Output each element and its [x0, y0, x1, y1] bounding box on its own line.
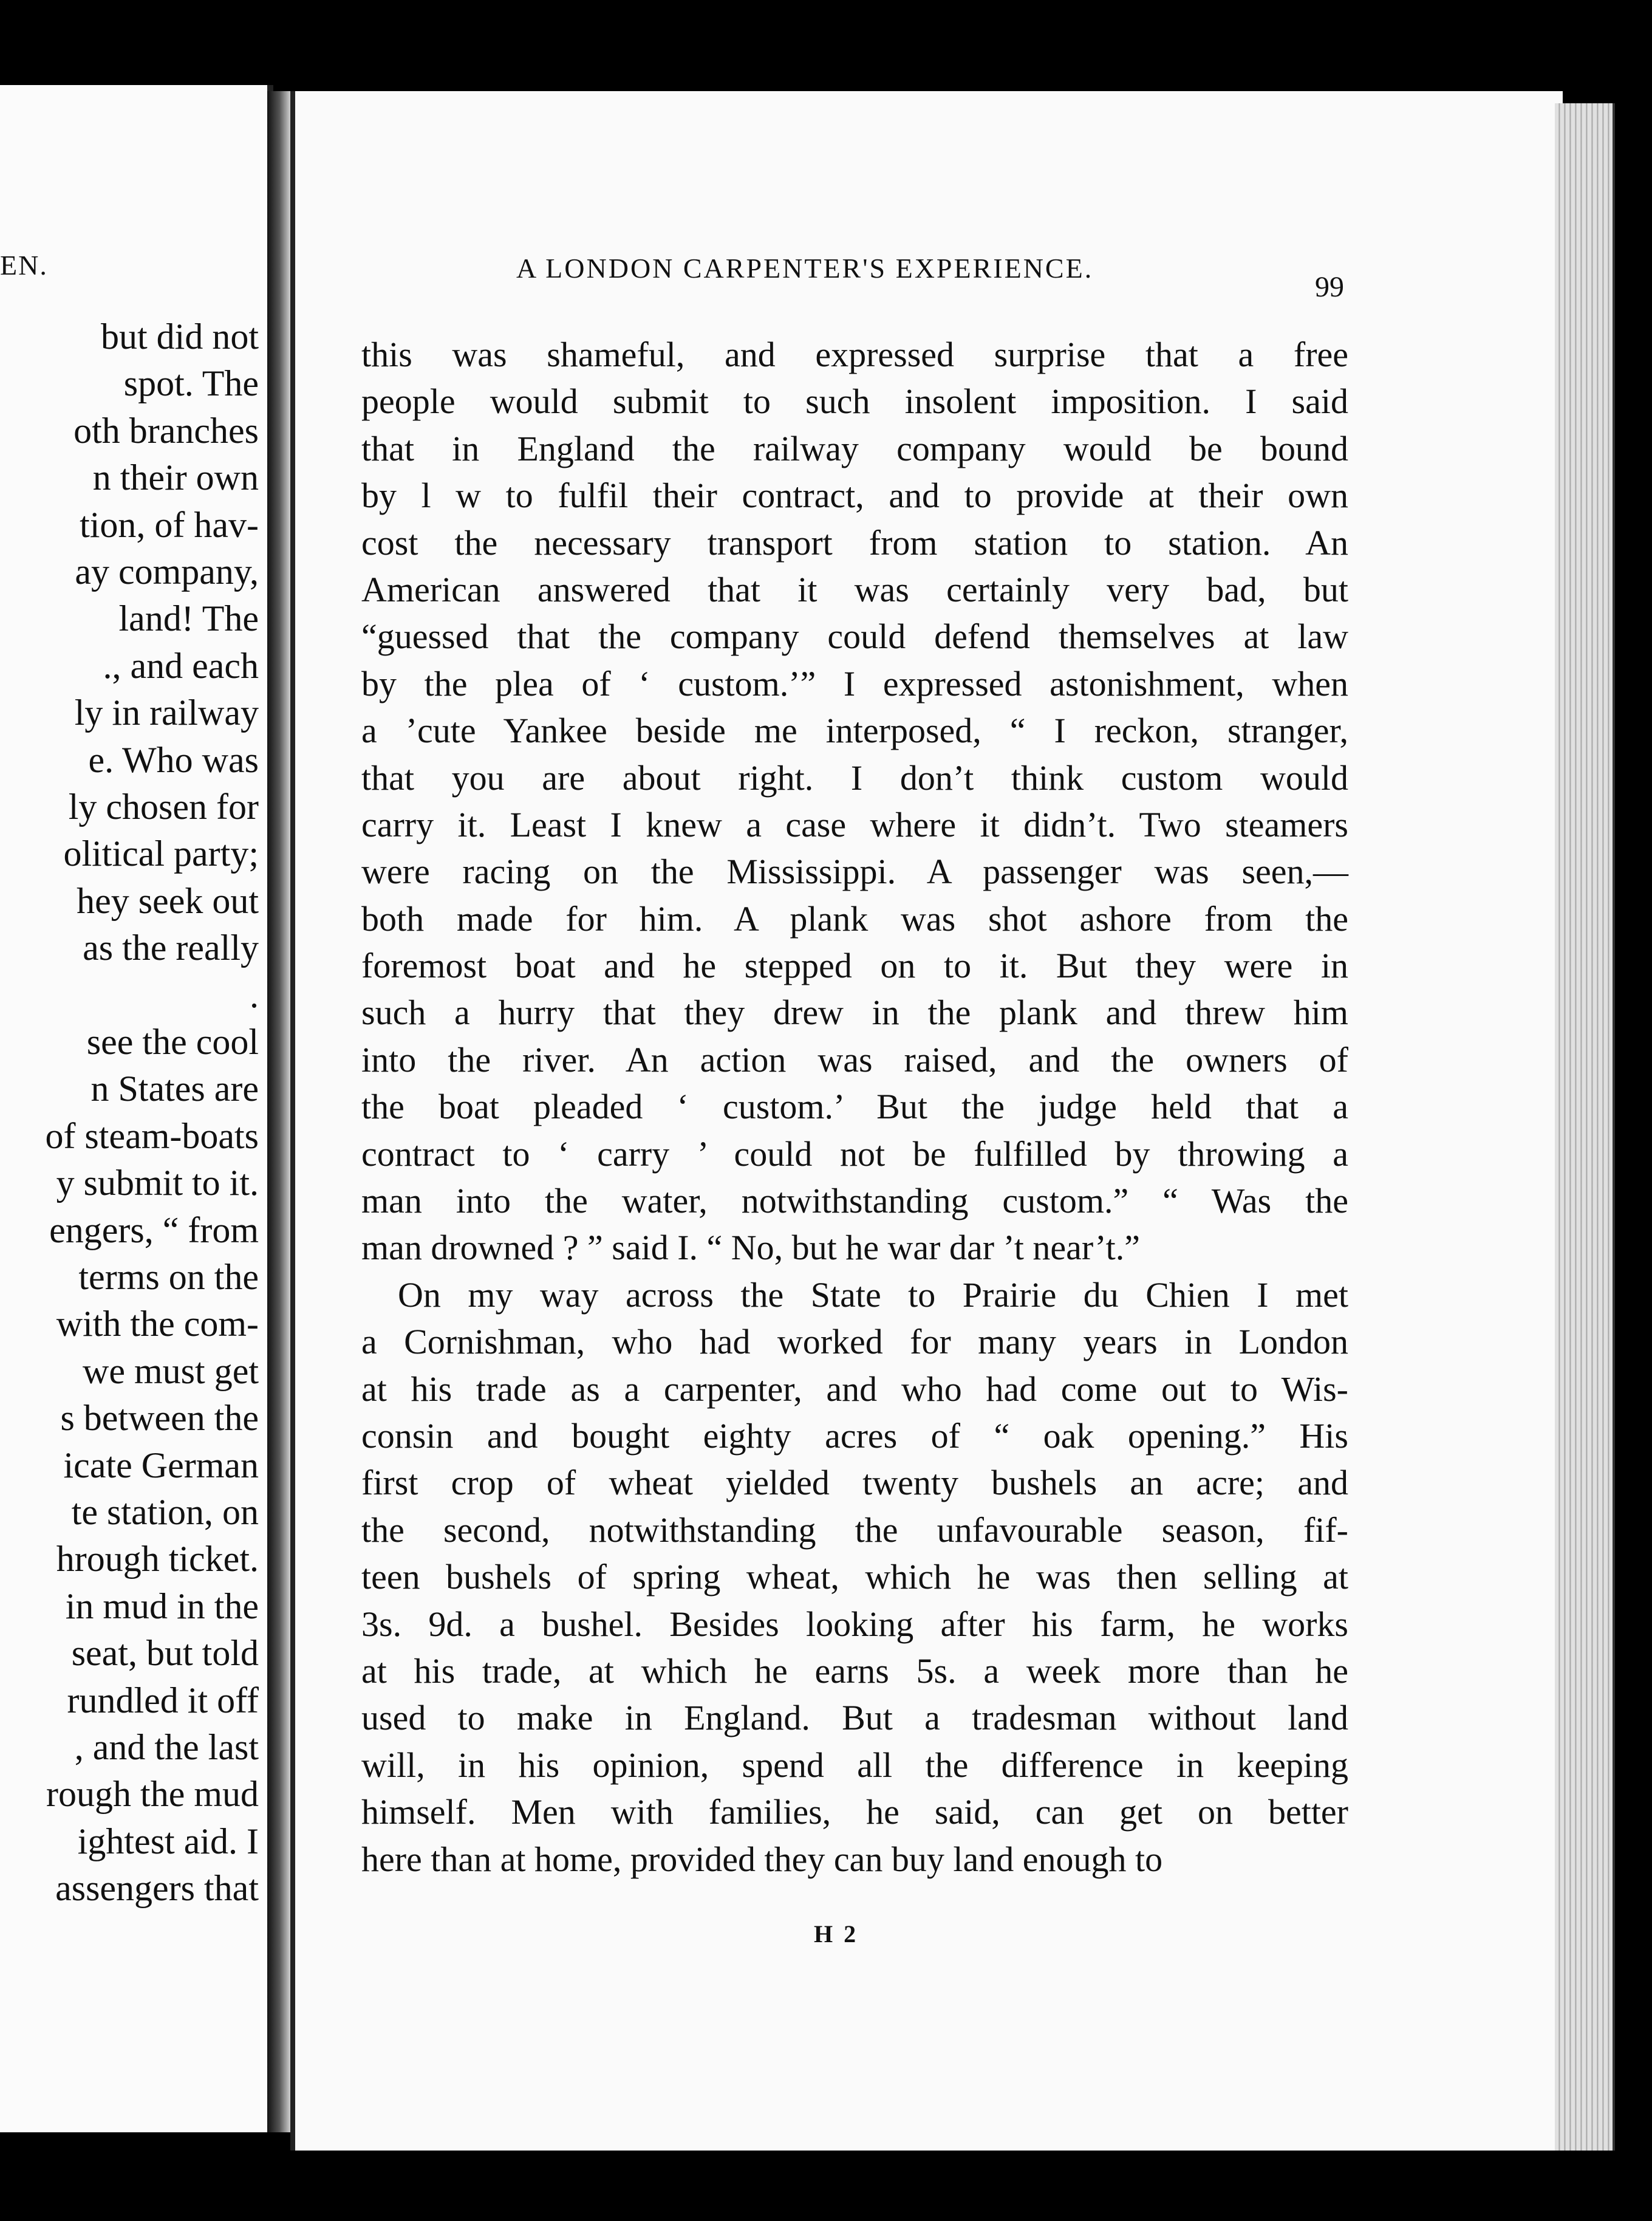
- text-line: On my way across the State to Prairie du Chien I met: [398, 1275, 1348, 1315]
- left-page-line: te station, on: [71, 1492, 259, 1532]
- text-line: were racing on the Mississippi. A passenger was seen,—: [361, 852, 1348, 892]
- text-line: carry it. Least I knew a case where it didn’t. Two steamers: [361, 804, 1348, 844]
- text-line: man into the water, notwithstanding custom.” “ Was the: [361, 1181, 1348, 1221]
- text-line: here than at home, provided they can buy land enough to: [361, 1839, 1163, 1879]
- left-page-line: , and the last: [74, 1727, 259, 1767]
- left-page-line: see the cool: [86, 1022, 259, 1062]
- text-line: used to make in England. But a tradesman without land: [361, 1698, 1348, 1738]
- text-line: the second, notwithstanding the unfavourable season, fif-: [361, 1510, 1348, 1550]
- signature-mark: H 2: [814, 1920, 859, 1948]
- left-page-line: oth branches: [73, 410, 259, 451]
- text-line: such a hurry that they drew in the plank and threw him: [361, 993, 1348, 1033]
- text-line: cost the necessary transport from station to station. An: [361, 522, 1348, 563]
- text-line: teen bushels of spring wheat, which he was then selling at: [361, 1557, 1348, 1597]
- left-page: [0, 85, 273, 2132]
- text-line: into the river. An action was raised, and the owners of: [361, 1039, 1348, 1080]
- left-page-line: icate German: [63, 1445, 259, 1485]
- left-page-line: rundled it off: [67, 1680, 259, 1720]
- left-page-line: as the really: [83, 928, 259, 968]
- left-page-line: ay company,: [75, 552, 259, 592]
- text-line: both made for him. A plank was shot ashore from the: [361, 898, 1348, 939]
- left-page-line: spot. The: [123, 363, 259, 404]
- left-page-line: assengers that: [55, 1868, 259, 1909]
- text-line: by l w to fulfil their contract, and to provide at their own: [361, 476, 1348, 516]
- text-line: man drowned ? ” said I. “ No, but he war dar ’t near’t.”: [361, 1228, 1140, 1268]
- left-page-line: but did not: [100, 317, 259, 357]
- left-page-line: s between the: [60, 1398, 259, 1439]
- left-page-line: land! The: [118, 598, 259, 639]
- left-page-line: .: [250, 974, 259, 1015]
- left-page-header: EN.: [0, 250, 48, 281]
- left-page-line: terms on the: [78, 1257, 259, 1297]
- page-number: 99: [1315, 271, 1344, 303]
- book-gutter: [267, 91, 292, 2132]
- left-page-line: olitical party;: [63, 833, 259, 874]
- left-page-line: we must get: [83, 1350, 259, 1391]
- text-line: “guessed that the company could defend themselves at law: [361, 617, 1348, 657]
- text-line: foremost boat and he stepped on to it. But they were in: [361, 946, 1348, 986]
- text-line: the boat pleaded ‘ custom.’ But the judge held that a: [361, 1087, 1348, 1127]
- text-line: himself. Men with families, he said, can get on better: [361, 1792, 1348, 1832]
- running-head: A LONDON CARPENTER'S EXPERIENCE.: [516, 253, 1094, 284]
- left-page-line: hrough ticket.: [56, 1539, 259, 1579]
- left-page-line: e. Who was: [88, 739, 259, 780]
- text-line: American answered that it was certainly very bad, but: [361, 569, 1348, 609]
- text-line: a ’cute Yankee beside me interposed, “ I reckon, stranger,: [361, 711, 1348, 751]
- left-page-line: ly in railway: [74, 693, 259, 733]
- left-page-line: ightest aid. I: [77, 1821, 259, 1861]
- text-line: people would submit to such insolent imposition. I said: [361, 382, 1348, 422]
- left-page-line: of steam-boats: [45, 1115, 259, 1156]
- left-page-line: rough the mud: [46, 1774, 259, 1815]
- left-page-line: n States are: [90, 1069, 259, 1109]
- left-page-line: seat, but told: [71, 1633, 259, 1674]
- page-edges: [1555, 103, 1615, 2151]
- left-page-line: with the com-: [56, 1304, 259, 1344]
- left-page-line: y submit to it.: [56, 1163, 259, 1203]
- left-page-line: n their own: [92, 457, 259, 498]
- text-line: that in England the railway company would be bound: [361, 428, 1348, 468]
- text-line: contract to ‘ carry ’ could not be fulfilled by throwing a: [361, 1134, 1348, 1174]
- left-page-line: hey seek out: [77, 880, 259, 921]
- left-page-line: ., and each: [103, 645, 259, 686]
- left-page-line: ly chosen for: [68, 787, 259, 827]
- text-line: this was shameful, and expressed surprise that a free: [361, 335, 1348, 374]
- left-page-line: in mud in the: [65, 1586, 259, 1626]
- text-line: first crop of wheat yielded twenty bushels an acre; and: [361, 1463, 1348, 1503]
- left-page-line: tion, of hav-: [80, 504, 259, 545]
- text-line: 3s. 9d. a bushel. Besides looking after his farm, he works: [361, 1604, 1348, 1644]
- text-line: at his trade as a carpenter, and who had come out to Wis-: [361, 1369, 1348, 1409]
- body-text: [361, 331, 1348, 1883]
- text-line: will, in his opinion, spend all the difference in keeping: [361, 1745, 1348, 1785]
- text-line: that you are about right. I don’t think custom would: [361, 758, 1348, 798]
- left-page-line: engers, “ from: [49, 1210, 259, 1250]
- text-line: by the plea of ‘ custom.’” I expressed astonishment, when: [361, 663, 1348, 703]
- text-line: at his trade, at which he earns 5s. a week more than he: [361, 1651, 1348, 1691]
- text-line: consin and bought eighty acres of “ oak opening.” His: [361, 1415, 1348, 1456]
- text-line: a Cornishman, who had worked for many years in London: [361, 1322, 1348, 1362]
